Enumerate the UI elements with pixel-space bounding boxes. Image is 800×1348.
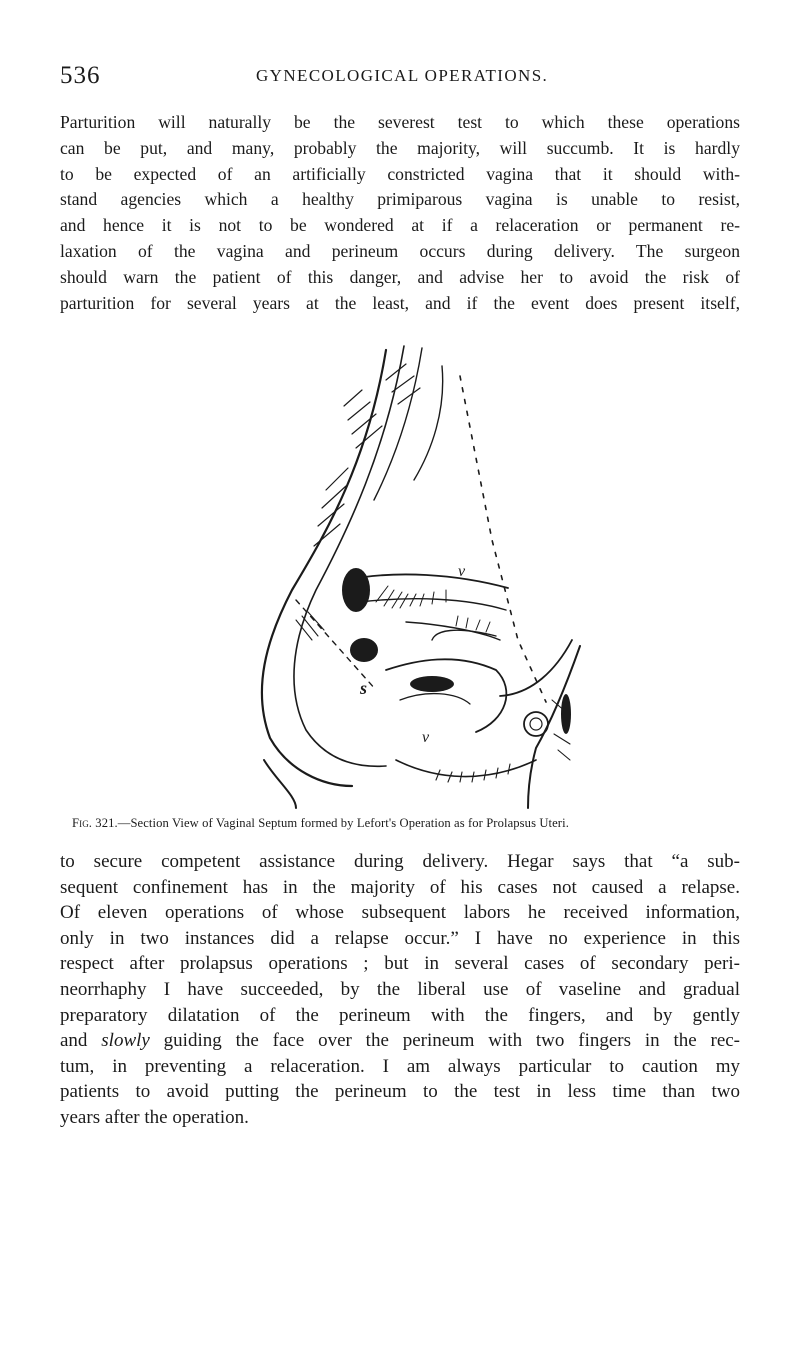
text-line: parturition for several years at the least, and if the event does present itself,	[60, 292, 740, 313]
label-v-upper: v	[458, 563, 466, 580]
text-line: to secure competent assistance during delivery. Hegar says that “a sub-	[60, 851, 740, 872]
outer-body-contour	[262, 350, 386, 786]
text-line: laxation of the vagina and perineum occurs during delivery. The surgeon	[60, 240, 740, 261]
text-line: respect after prolapsus operations ; but in several cases of secondary peri-	[60, 953, 740, 975]
vaginal-canal	[346, 574, 508, 588]
text-line: to be expected of an artificially constricted vagina that it should with-	[60, 163, 740, 184]
text-line: should warn the patient of this danger, and advise her to avoid the risk of	[60, 266, 740, 287]
text-line: and hence it is not to be wondered at if a relaceration or permanent re-	[60, 215, 740, 236]
text-line: tum, in preventing a relaceration. I am always particular to caution my	[60, 1055, 740, 1077]
dashed-line	[460, 376, 546, 702]
text-line: stand agencies which a healthy primiparous vagina is unable to resist,	[60, 189, 740, 210]
rectum-ring	[524, 712, 548, 736]
page-number: 536	[60, 62, 101, 89]
sacrum-line	[264, 760, 296, 808]
anatomical-figure	[236, 340, 616, 810]
text-line: sequent confinement has in the majority of his cases not caused a relapse.	[60, 876, 740, 898]
text-line: neorrhaphy I have succeeded, by the liberal use of vaseline and gradual	[60, 978, 740, 1000]
text-line: only in two instances did a relapse occur.” I have no experience in this	[60, 927, 740, 949]
label-s: s	[360, 678, 368, 698]
text-line: years after the operation.	[60, 1106, 249, 1128]
text-fragment: and	[60, 1030, 102, 1052]
paragraph-1	[60, 110, 740, 316]
anterior-contour	[528, 646, 580, 808]
vaginal-septum	[386, 659, 506, 732]
text-line: can be put, and many, probably the majority, will succumb. It is hardly	[60, 137, 740, 158]
italic-word: slowly	[101, 1030, 150, 1052]
text-line-italic	[60, 1028, 740, 1054]
section-view-illustration	[236, 340, 616, 810]
text-line: Of eleven operations of whose subsequent labors he received information,	[60, 902, 740, 924]
paragraph-2	[60, 849, 740, 1131]
figure-caption-text: —Section View of Vaginal Septum formed by Lefort's Operation as for Prolapsus Uteri.	[117, 816, 569, 830]
text-fragment: guiding the face over the perineum with two fingers in the rec-	[149, 1030, 741, 1052]
figure-caption	[72, 816, 732, 831]
label-v-lower: v	[422, 729, 430, 746]
figure-number: Fig. 321.	[72, 816, 118, 830]
running-title: GYNECOLOGICAL OPERATIONS.	[256, 66, 549, 85]
text-line: Parturition will naturally be the severest test to which these operations	[60, 112, 740, 132]
text-line: preparatory dilatation of the perineum with the fingers, and by gently	[60, 1004, 740, 1026]
page-header	[60, 62, 740, 92]
text-line: patients to avoid putting the perineum to the test in less time than two	[60, 1081, 740, 1103]
